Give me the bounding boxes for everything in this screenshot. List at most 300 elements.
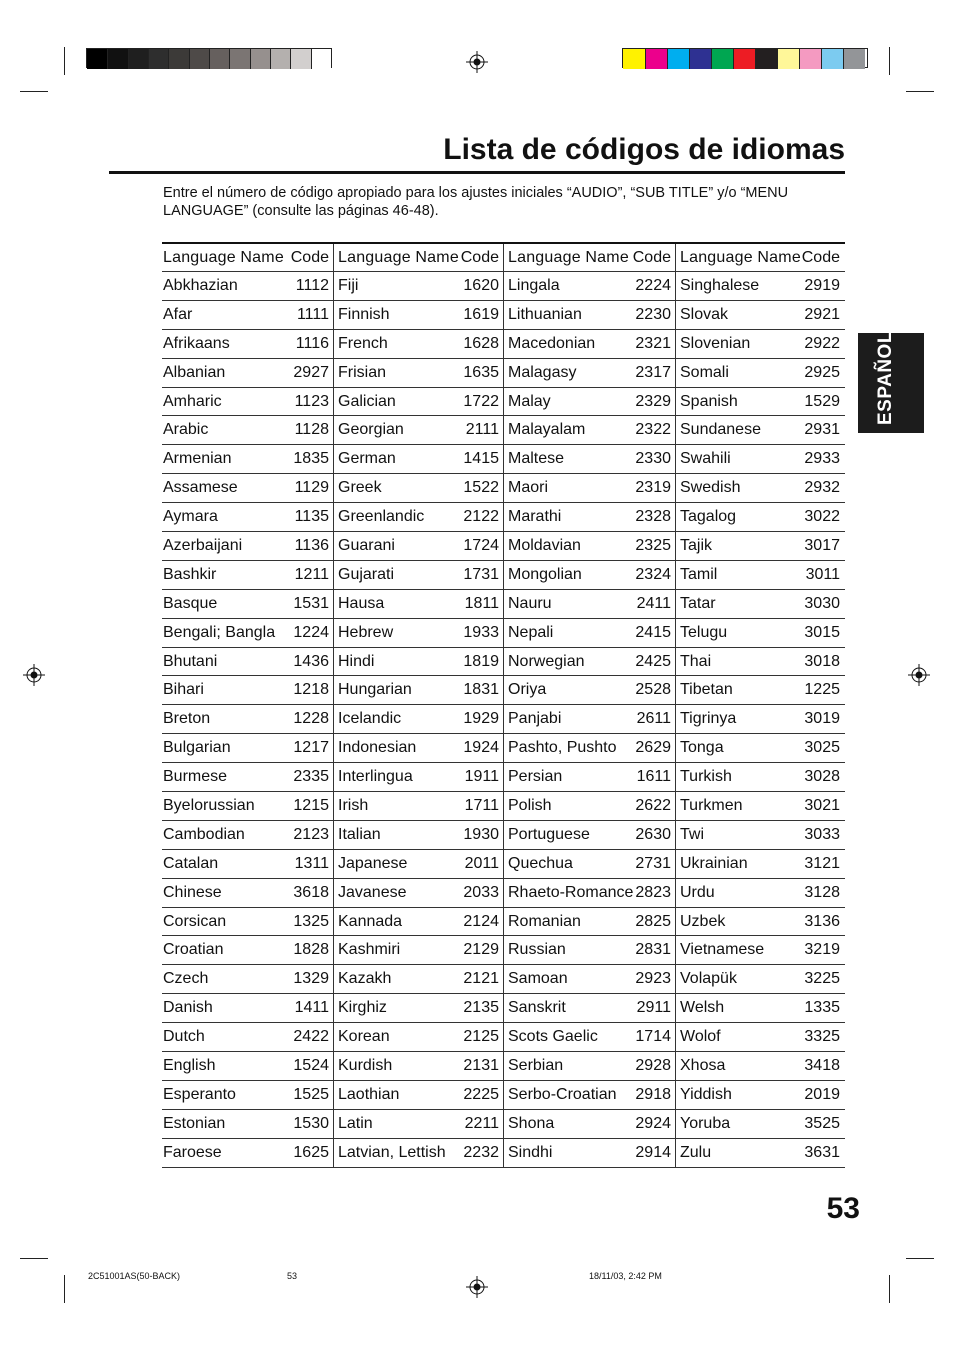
- language-name: Tibetan: [680, 681, 733, 699]
- language-name: Icelandic: [338, 710, 402, 728]
- language-code: 2129: [463, 941, 499, 959]
- language-code: 1835: [293, 450, 329, 468]
- language-name: Cambodian: [163, 825, 245, 843]
- table-cell: [503, 763, 675, 791]
- table-cell: [675, 619, 845, 647]
- table-cell: [162, 503, 333, 531]
- language-code: 1218: [293, 681, 329, 699]
- language-name: Fiji: [338, 276, 359, 294]
- language-code: 2927: [293, 363, 329, 381]
- language-code: 2011: [464, 854, 499, 872]
- language-code: 1924: [463, 739, 499, 757]
- language-code: 1211: [294, 565, 329, 583]
- language-name: Telugu: [680, 623, 728, 641]
- table-cell: [333, 619, 503, 647]
- language-name: Somali: [680, 363, 729, 381]
- language-code: 2123: [293, 825, 329, 843]
- header-code: Code: [801, 248, 840, 266]
- table-row: [162, 388, 845, 417]
- gray-swatch: [209, 49, 229, 69]
- language-code: 2921: [804, 305, 840, 323]
- language-code: 2211: [464, 1114, 499, 1132]
- language-name: Maori: [508, 479, 549, 497]
- language-code: 2629: [635, 739, 671, 757]
- language-code: 1225: [804, 681, 840, 699]
- gray-swatch: [148, 49, 168, 69]
- language-name: Korean: [338, 1028, 390, 1046]
- crop-mark: [889, 1275, 890, 1303]
- table-cell: [675, 879, 845, 907]
- table-row: [162, 705, 845, 734]
- language-code: 1828: [293, 941, 329, 959]
- language-name: Chinese: [163, 883, 222, 901]
- language-name: Italian: [338, 825, 381, 843]
- table-cell: [333, 272, 503, 300]
- table-row: [162, 330, 845, 359]
- gray-swatch: [229, 49, 249, 69]
- table-cell: [675, 705, 845, 733]
- table-cell: [162, 1081, 333, 1109]
- table-cell: [675, 503, 845, 531]
- language-code: 3028: [804, 768, 840, 786]
- table-cell: [675, 908, 845, 936]
- table-cell: [162, 1052, 333, 1080]
- language-code: 3021: [804, 796, 840, 814]
- language-name: Vietnamese: [680, 941, 765, 959]
- language-name: Laothian: [338, 1085, 400, 1103]
- language-code: 3525: [804, 1114, 840, 1132]
- language-name: Latvian, Lettish: [338, 1143, 446, 1161]
- table-cell: [675, 359, 845, 387]
- table-cell: [162, 705, 333, 733]
- table-cell: [503, 590, 675, 618]
- header-cell: [675, 244, 845, 271]
- table-cell: [162, 648, 333, 676]
- table-row: [162, 821, 845, 850]
- language-code: 2325: [635, 536, 671, 554]
- language-name: Malayalam: [508, 421, 586, 439]
- table-row: [162, 445, 845, 474]
- language-name: Tonga: [680, 739, 724, 757]
- color-swatch: [733, 49, 755, 69]
- language-code: 1525: [293, 1085, 329, 1103]
- table-cell: [675, 590, 845, 618]
- language-code: 2124: [463, 912, 499, 930]
- language-code: 2918: [635, 1085, 671, 1103]
- table-cell: [162, 763, 333, 791]
- table-cell: [503, 1081, 675, 1109]
- table-cell: [333, 965, 503, 993]
- table-row: [162, 994, 845, 1023]
- language-name: Yiddish: [680, 1085, 732, 1103]
- table-cell: [503, 908, 675, 936]
- language-code: 2825: [635, 912, 671, 930]
- footer-datetime: 18/11/03, 2:42 PM: [589, 1271, 662, 1281]
- crop-mark: [64, 47, 65, 75]
- table-cell: [675, 821, 845, 849]
- header-cell: [503, 244, 675, 271]
- table-row: [162, 908, 845, 937]
- language-code: 1217: [293, 739, 329, 757]
- table-cell: [162, 879, 333, 907]
- language-name: Abkhazian: [163, 276, 238, 294]
- language-code: 2125: [463, 1028, 499, 1046]
- language-name: Malay: [508, 392, 551, 410]
- language-code: 1724: [463, 536, 499, 554]
- table-cell: [162, 590, 333, 618]
- language-code: 1911: [464, 768, 499, 786]
- language-name: Bashkir: [163, 565, 217, 583]
- table-cell: [675, 850, 845, 878]
- language-name: Dutch: [163, 1028, 205, 1046]
- language-code: 2823: [635, 883, 671, 901]
- language-name: Armenian: [163, 450, 232, 468]
- header-code: Code: [460, 248, 499, 266]
- table-cell: [333, 705, 503, 733]
- table-row: [162, 301, 845, 330]
- language-code: 1411: [294, 999, 329, 1017]
- crop-mark: [906, 1258, 934, 1259]
- color-swatch: [645, 49, 667, 69]
- language-name: Byelorussian: [163, 796, 255, 814]
- table-row: [162, 1139, 845, 1168]
- table-cell: [162, 908, 333, 936]
- language-code: 2911: [636, 999, 671, 1017]
- table-cell: [333, 359, 503, 387]
- table-cell: [503, 792, 675, 820]
- table-row: [162, 474, 845, 503]
- table-cell: [503, 561, 675, 589]
- table-row: [162, 1023, 845, 1052]
- color-swatch: [689, 49, 711, 69]
- table-cell: [675, 1023, 845, 1051]
- language-name: Spanish: [680, 392, 738, 410]
- table-cell: [333, 908, 503, 936]
- table-cell: [162, 561, 333, 589]
- table-cell: [675, 1139, 845, 1167]
- language-name: Pashto, Pushto: [508, 739, 617, 757]
- table-cell: [333, 850, 503, 878]
- table-cell: [162, 936, 333, 964]
- language-code: 2317: [635, 363, 671, 381]
- table-row: [162, 734, 845, 763]
- language-name: Greek: [338, 479, 382, 497]
- language-code: 1529: [804, 392, 840, 410]
- language-name: Slovenian: [680, 334, 751, 352]
- table-cell: [333, 1052, 503, 1080]
- language-name: Azerbaijani: [163, 536, 243, 554]
- table-cell: [675, 648, 845, 676]
- language-code: 3219: [804, 941, 840, 959]
- language-name: Wolof: [680, 1028, 721, 1046]
- language-code: 3019: [804, 710, 840, 728]
- language-name: Afrikaans: [163, 334, 230, 352]
- table-cell: [162, 619, 333, 647]
- language-code: 1415: [463, 450, 499, 468]
- language-code: 1136: [294, 536, 329, 554]
- crop-mark: [64, 1275, 65, 1303]
- language-name: Javanese: [338, 883, 407, 901]
- language-code: 1135: [294, 508, 329, 526]
- language-name: Shona: [508, 1114, 555, 1132]
- language-name: Oriya: [508, 681, 547, 699]
- language-name: Georgian: [338, 421, 404, 439]
- language-name: Zulu: [680, 1143, 712, 1161]
- language-code: 2224: [635, 276, 671, 294]
- language-code: 1811: [464, 594, 499, 612]
- table-cell: [333, 445, 503, 473]
- language-name: Catalan: [163, 854, 219, 872]
- language-name: Czech: [163, 970, 209, 988]
- language-name: English: [163, 1056, 216, 1074]
- language-code: 2319: [635, 479, 671, 497]
- registration-mark-icon: [466, 51, 488, 73]
- table-cell: [503, 532, 675, 560]
- table-cell: [503, 705, 675, 733]
- table-row: [162, 272, 845, 301]
- header-code: Code: [290, 248, 329, 266]
- registration-mark-icon: [908, 664, 930, 686]
- color-swatch: [799, 49, 821, 69]
- language-code: 1819: [463, 652, 499, 670]
- table-row: [162, 792, 845, 821]
- language-code: 1311: [294, 854, 329, 872]
- table-cell: [503, 301, 675, 329]
- table-header-row: [162, 244, 845, 272]
- language-code: 2919: [804, 276, 840, 294]
- header-language-name: Language Name: [163, 248, 284, 266]
- table-cell: [675, 388, 845, 416]
- language-name: Kashmiri: [338, 941, 401, 959]
- table-row: [162, 532, 845, 561]
- header-code: Code: [632, 248, 671, 266]
- language-name: Sanskrit: [508, 999, 566, 1017]
- table-cell: [675, 1052, 845, 1080]
- table-cell: [162, 1139, 333, 1167]
- table-cell: [675, 416, 845, 444]
- language-code: 1930: [463, 825, 499, 843]
- footer-page: 53: [287, 1271, 298, 1281]
- table-cell: [333, 1110, 503, 1138]
- language-name: Russian: [508, 941, 566, 959]
- language-code: 2111: [465, 421, 499, 439]
- language-code: 2914: [635, 1143, 671, 1161]
- table-cell: [503, 416, 675, 444]
- header-language-name: Language Name: [338, 248, 459, 266]
- gray-swatch: [311, 49, 331, 69]
- language-name: Danish: [163, 999, 213, 1017]
- table-cell: [333, 1081, 503, 1109]
- language-name: Mongolian: [508, 565, 582, 583]
- language-code: 2324: [635, 565, 671, 583]
- section-tab-label: ESPAÑOL: [875, 331, 896, 425]
- language-name: Hebrew: [338, 623, 394, 641]
- language-name: Kannada: [338, 912, 403, 930]
- table-cell: [503, 1139, 675, 1167]
- table-cell: [675, 445, 845, 473]
- table-cell: [333, 734, 503, 762]
- registration-mark-icon: [466, 1276, 488, 1298]
- language-name: Lingala: [508, 276, 560, 294]
- language-code: 1524: [293, 1056, 329, 1074]
- language-name: Scots Gaelic: [508, 1028, 598, 1046]
- table-cell: [503, 734, 675, 762]
- table-cell: [162, 1110, 333, 1138]
- language-name: Nauru: [508, 594, 552, 612]
- language-name: Nepali: [508, 623, 554, 641]
- language-name: Maltese: [508, 450, 565, 468]
- language-name: Samoan: [508, 970, 568, 988]
- language-code: 2322: [635, 421, 671, 439]
- language-name: Tajik: [680, 536, 713, 554]
- table-cell: [162, 676, 333, 704]
- language-code: 2922: [804, 334, 840, 352]
- language-name: Hindi: [338, 652, 375, 670]
- language-code: 2122: [463, 508, 499, 526]
- language-name: Bhutani: [163, 652, 218, 670]
- table-cell: [675, 734, 845, 762]
- language-name: Panjabi: [508, 710, 562, 728]
- language-name: Japanese: [338, 854, 408, 872]
- language-name: French: [338, 334, 388, 352]
- language-name: Portuguese: [508, 825, 590, 843]
- language-code: 1620: [463, 276, 499, 294]
- language-code: 1933: [463, 623, 499, 641]
- page-number: 53: [826, 1192, 860, 1225]
- table-cell: [503, 648, 675, 676]
- table-row: [162, 850, 845, 879]
- table-row: [162, 1081, 845, 1110]
- table-row: [162, 648, 845, 677]
- language-code: 1111: [296, 305, 329, 323]
- language-code: 3015: [804, 623, 840, 641]
- gray-swatch: [250, 49, 270, 69]
- language-name: Singhalese: [680, 276, 760, 294]
- language-name: Arabic: [163, 421, 209, 439]
- grayscale-calibration-bar: [86, 48, 332, 68]
- table-cell: [503, 994, 675, 1022]
- table-cell: [333, 474, 503, 502]
- language-name: Burmese: [163, 768, 228, 786]
- table-cell: [675, 272, 845, 300]
- footer-file-name: 2C51001AS(50-BACK): [88, 1271, 181, 1281]
- table-cell: [675, 792, 845, 820]
- color-swatch: [755, 49, 777, 69]
- table-cell: [333, 503, 503, 531]
- language-code: 1224: [293, 623, 329, 641]
- language-name: Greenlandic: [338, 508, 425, 526]
- language-code: 2321: [635, 334, 671, 352]
- header-language-name: Language Name: [680, 248, 801, 266]
- language-code: 1123: [294, 392, 329, 410]
- language-name: Indonesian: [338, 739, 417, 757]
- table-cell: [333, 648, 503, 676]
- gray-swatch: [107, 49, 127, 69]
- language-name: Croatian: [163, 941, 224, 959]
- intro-paragraph: Entre el número de código apropiado para los ajustes iniciales “AUDIO”, “SUB TITLE” y/o “MENU LANGUAGE” (consulte las páginas 46-48).: [163, 185, 789, 219]
- color-swatch: [821, 49, 843, 69]
- language-code: 2924: [635, 1114, 671, 1132]
- table-cell: [333, 763, 503, 791]
- language-name: Polish: [508, 796, 552, 814]
- language-code: 2033: [463, 883, 499, 901]
- color-swatch: [623, 49, 645, 69]
- language-name: Malagasy: [508, 363, 577, 381]
- language-code: 3225: [804, 970, 840, 988]
- language-name: Tamil: [680, 565, 718, 583]
- language-code: 2411: [636, 594, 671, 612]
- language-code: 2425: [635, 652, 671, 670]
- table-cell: [675, 1081, 845, 1109]
- gray-swatch: [270, 49, 290, 69]
- crop-mark: [20, 91, 48, 92]
- language-code: 2019: [804, 1085, 840, 1103]
- header-language-name: Language Name: [508, 248, 629, 266]
- language-code: 1522: [463, 479, 499, 497]
- language-code: 3618: [293, 883, 329, 901]
- color-swatch: [843, 49, 865, 69]
- language-code: 1215: [293, 796, 329, 814]
- language-code: 1129: [294, 479, 329, 497]
- language-name: Interlingua: [338, 768, 413, 786]
- table-cell: [162, 445, 333, 473]
- table-cell: [162, 330, 333, 358]
- language-name: Gujarati: [338, 565, 395, 583]
- table-cell: [333, 994, 503, 1022]
- gray-swatch: [128, 49, 148, 69]
- table-cell: [675, 301, 845, 329]
- language-code: 1625: [293, 1143, 329, 1161]
- table-cell: [162, 792, 333, 820]
- language-name: Turkmen: [680, 796, 743, 814]
- table-row: [162, 590, 845, 619]
- table-cell: [503, 474, 675, 502]
- language-code: 1530: [293, 1114, 329, 1132]
- language-code: 1711: [464, 796, 499, 814]
- table-cell: [503, 330, 675, 358]
- language-code: 3022: [804, 508, 840, 526]
- language-name: Hungarian: [338, 681, 412, 699]
- language-name: Xhosa: [680, 1056, 726, 1074]
- table-cell: [333, 821, 503, 849]
- table-cell: [162, 850, 333, 878]
- table-cell: [333, 416, 503, 444]
- language-name: Persian: [508, 768, 563, 786]
- language-code: 1635: [463, 363, 499, 381]
- language-name: Uzbek: [680, 912, 726, 930]
- table-cell: [333, 532, 503, 560]
- language-name: Sundanese: [680, 421, 761, 439]
- language-code: 1628: [463, 334, 499, 352]
- table-cell: [162, 301, 333, 329]
- language-code: 2422: [293, 1028, 329, 1046]
- table-cell: [162, 821, 333, 849]
- language-name: Afar: [163, 305, 193, 323]
- language-code: 2611: [636, 710, 671, 728]
- table-cell: [162, 272, 333, 300]
- table-cell: [503, 676, 675, 704]
- language-code: 1929: [463, 710, 499, 728]
- language-name: Yoruba: [680, 1114, 731, 1132]
- language-name: Sindhi: [508, 1143, 553, 1161]
- table-row: [162, 503, 845, 532]
- table-cell: [333, 301, 503, 329]
- table-row: [162, 879, 845, 908]
- language-name: Rhaeto-Romance: [508, 883, 634, 901]
- table-cell: [162, 734, 333, 762]
- language-name: Galician: [338, 392, 396, 410]
- gray-swatch: [189, 49, 209, 69]
